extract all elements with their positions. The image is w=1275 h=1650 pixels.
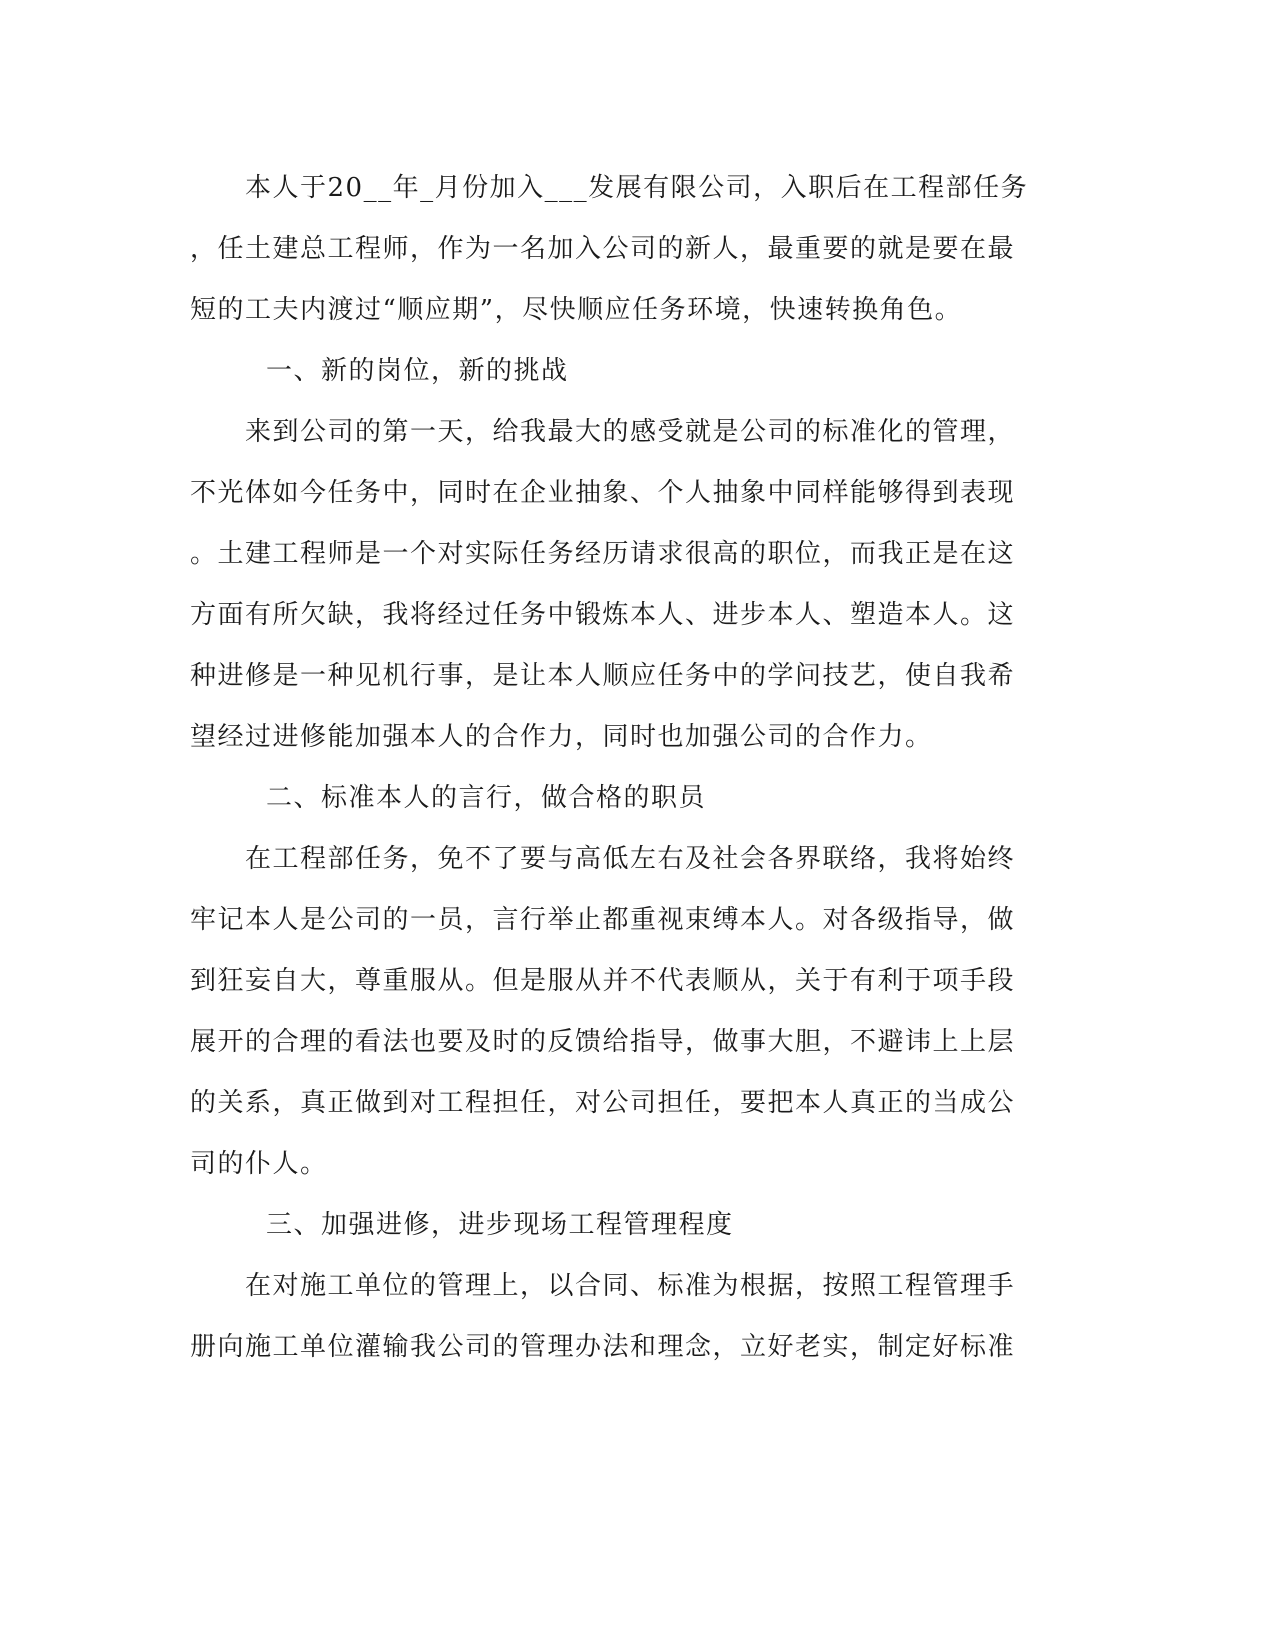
- paragraph-section-1: 来到公司的第一天，给我最大的感受就是公司的标准化的管理， 不光体如今任务中，同时在企业抽象、个人抽象中同样能够得到表现 。土建工程师是一个对实际任务经历请求很高的职位，而我正是在这 方面有所欠缺，我将经过任务中锻炼本人、进步本人、塑造本人。这 种进修是一种见机行事，是让本人顺应任务中的学问技艺，使自我希 望经过进修能加强本人的合作力，同时也加强公司的合作力。: [190, 417, 1016, 752]
- paragraph-intro: 本人于20__年_月份加入___发展有限公司，入职后在工程部任务 ，任土建总工程师，作为一名加入公司的新人，最重要的就是要在最 短的工夫内渡过“顺应期”，尽快顺应任务环境，快速转换角色。: [190, 173, 1029, 325]
- paragraph-section-2: 在工程部任务，免不了要与高低左右及社会各界联络，我将始终 牢记本人是公司的一员，言行举止都重视束缚本人。对各级指导，做 到狂妄自大，尊重服从。但是服从并不代表顺从，关于有利于项手段 展开的合理的看法也要及时的反馈给指导，做事大胆，不避讳上上层 的关系，真正做到对工程担任，对公司担任，要把本人真正的当成公 司的仆人。: [190, 844, 1016, 1179]
- section-heading-3: 三、加强进修，进步现场工程管理程度: [266, 1210, 734, 1240]
- document-body: [190, 158, 1080, 1378]
- paragraph-section-3: 在对施工单位的管理上，以合同、标准为根据，按照工程管理手 册向施工单位灌输我公司的管理办法和理念，立好老实，制定好标准: [190, 1271, 1016, 1362]
- section-heading-1: 一、新的岗位，新的挑战: [266, 356, 569, 386]
- section-heading-2: 二、标准本人的言行，做合格的职员: [266, 783, 707, 813]
